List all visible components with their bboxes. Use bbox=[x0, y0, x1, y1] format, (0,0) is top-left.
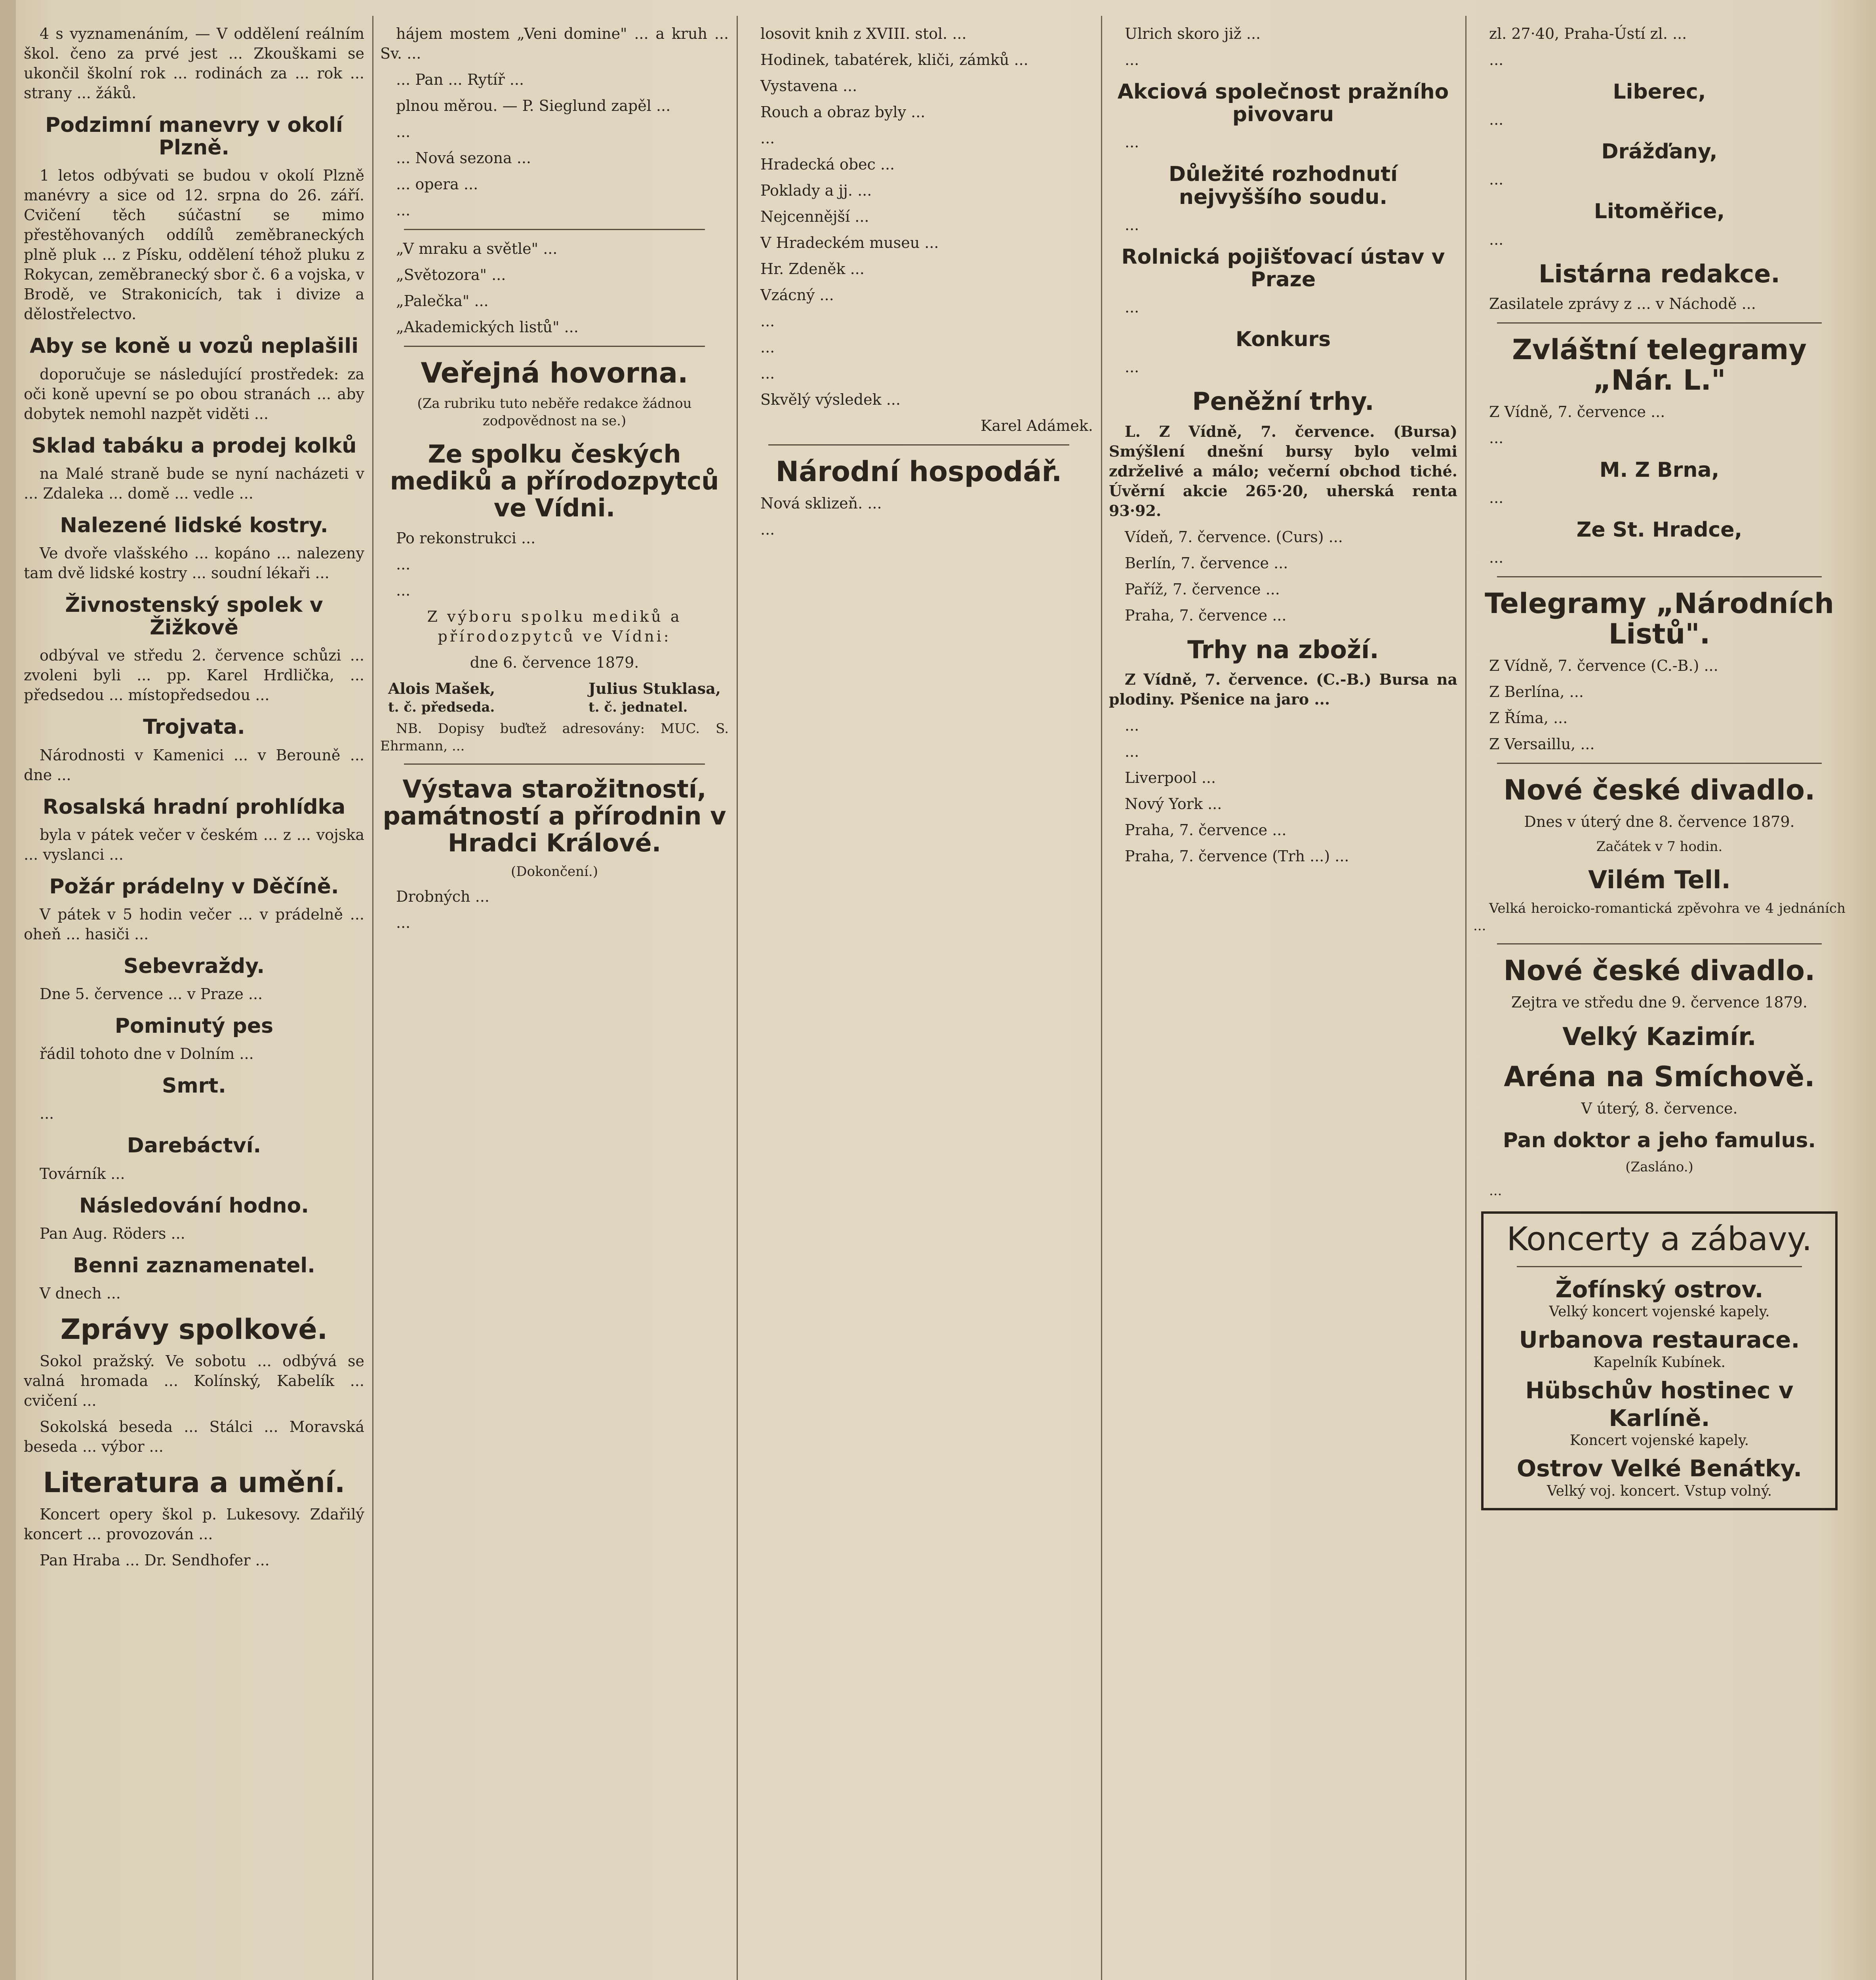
divider bbox=[404, 346, 705, 347]
article-paragraph: Nový York ... bbox=[1125, 795, 1222, 813]
headline: Důležité rozhodnutí nejvyššího soudu. bbox=[1169, 162, 1398, 209]
continuation-note: (Dokončení.) bbox=[511, 864, 598, 880]
theatre-heading: Nové české divadlo. bbox=[1503, 774, 1815, 807]
article-paragraph: řádil tohoto dne v Dolním ... bbox=[40, 1045, 254, 1063]
author-signature: Karel Adámek. bbox=[981, 417, 1093, 434]
section-heading-telegramy-nl: Telegramy „Národních Listů". bbox=[1485, 587, 1834, 651]
divider bbox=[1497, 322, 1822, 324]
article-paragraph: Vídeň, 7. července. (Curs) ... bbox=[1125, 528, 1343, 546]
article-paragraph: Skvělý výsledek ... bbox=[760, 391, 901, 408]
article-paragraph: Ulrich skoro již ... bbox=[1125, 25, 1261, 42]
article-paragraph: Hodinek, tabatérek, kliči, zámků ... bbox=[760, 51, 1028, 69]
article-paragraph: ... bbox=[760, 312, 775, 330]
section-heading-zvlastni-telegramy: Zvláštní telegramy „Nár. L." bbox=[1512, 333, 1807, 396]
venue-name: Hübschův hostinec v Karlíně. bbox=[1525, 1377, 1794, 1432]
article-paragraph: V pátek v 5 hodin večer ... v prádelně ... oheň ... hasiči ... bbox=[24, 905, 364, 943]
signature-role: t. č. předseda. bbox=[388, 699, 495, 715]
article-paragraph: Sokol pražský. Ve sobotu ... odbývá se valná hromada ... Kolínský, Kabelík ... cvičení ... bbox=[24, 1352, 364, 1409]
performance-date: Zejtra ve středu dne 9. července 1879. bbox=[1511, 994, 1807, 1011]
venue-note: Koncert vojenské kapely. bbox=[1569, 1432, 1749, 1449]
column-2 bbox=[380, 24, 729, 1980]
article-paragraph: ... bbox=[760, 521, 775, 538]
article-paragraph: byla v pátek večer v českém ... z ... vojska ... vyslanci ... bbox=[24, 826, 364, 863]
headline: Ze St. Hradce, bbox=[1576, 518, 1743, 542]
article-paragraph: V Hradeckém museu ... bbox=[760, 234, 939, 251]
performance-date: V úterý, 8. července. bbox=[1581, 1099, 1738, 1117]
headline: Sklad tabáku a prodej kolků bbox=[31, 434, 357, 458]
headline: Nalezené lidské kostry. bbox=[60, 513, 328, 537]
article-paragraph: ... bbox=[1489, 549, 1504, 567]
headline: Trojvata. bbox=[143, 715, 245, 739]
article-paragraph: ... bbox=[396, 914, 411, 932]
article-paragraph: na Malé straně bude se nyní nacházeti v ... Zdaleka ... domě ... vedle ... bbox=[24, 465, 364, 502]
article-paragraph: V dnech ... bbox=[40, 1285, 121, 1302]
article-paragraph: NB. Dopisy buďtež adresovány: MUC. S. Ehrmann, ... bbox=[380, 720, 729, 754]
venue-name: Urbanova restaurace. bbox=[1519, 1326, 1800, 1354]
article-paragraph: Z Vídně, 7. července (C.-B.) ... bbox=[1489, 657, 1718, 675]
article-paragraph: Z Versaillu, ... bbox=[1489, 735, 1595, 753]
article-paragraph: plnou měrou. — P. Sieglund zapěl ... bbox=[396, 97, 671, 114]
divider bbox=[768, 444, 1069, 446]
article-paragraph: Továrník ... bbox=[40, 1165, 125, 1182]
article-paragraph: Po rekonstrukci ... bbox=[396, 529, 536, 547]
article-paragraph: Z Vídně, 7. července. (C.-B.) Bursa na plodiny. Pšenice na jaro ... bbox=[1109, 670, 1457, 708]
divider bbox=[1497, 576, 1822, 577]
headline: Podzimní manevry v okolí Plzně. bbox=[45, 113, 343, 160]
headline: Liberec, bbox=[1613, 80, 1706, 104]
article-paragraph: ... bbox=[1125, 216, 1139, 234]
article-paragraph: Poklady a jj. ... bbox=[760, 182, 872, 199]
headline: Smrt. bbox=[162, 1074, 226, 1098]
performance-start: Začátek v 7 hodin. bbox=[1596, 839, 1723, 855]
divider bbox=[1497, 943, 1822, 944]
play-title: Vilém Tell. bbox=[1588, 865, 1731, 895]
headline: Pominutý pes bbox=[114, 1014, 274, 1038]
venue-note: Kapelník Kubínek. bbox=[1593, 1354, 1726, 1371]
venue-note: Velký voj. koncert. Vstup volný. bbox=[1547, 1483, 1772, 1499]
article-paragraph: Pan Hraba ... Dr. Sendhofer ... bbox=[40, 1552, 270, 1569]
article-paragraph: Národnosti v Kamenici ... v Berouně ... dne ... bbox=[24, 746, 364, 784]
section-heading-narodni-hospodar: Národní hospodář. bbox=[775, 455, 1062, 488]
article-paragraph: ... bbox=[396, 123, 411, 141]
column-rule bbox=[1465, 16, 1467, 1980]
zaslano-label: (Zasláno.) bbox=[1625, 1159, 1693, 1175]
signature-right bbox=[589, 679, 721, 716]
article-paragraph: ... Pan ... Rytíř ... bbox=[396, 71, 524, 88]
article-paragraph: ... bbox=[396, 202, 411, 219]
article-paragraph: Hradecká obec ... bbox=[760, 156, 895, 173]
column-rule bbox=[372, 16, 373, 1980]
section-heading-literatura: Literatura a umění. bbox=[43, 1466, 345, 1499]
concerts-box bbox=[1481, 1211, 1838, 1510]
date-line: dne 6. července 1879. bbox=[470, 653, 639, 671]
article-paragraph: ... bbox=[760, 129, 775, 147]
signature-role: t. č. jednatel. bbox=[589, 699, 688, 715]
article-paragraph: Vystavena ... bbox=[760, 77, 857, 95]
article-paragraph: „Palečka" ... bbox=[396, 292, 489, 310]
column-4 bbox=[1109, 24, 1457, 1980]
section-heading-listarna: Listárna redakce. bbox=[1539, 259, 1780, 288]
headline: Litoměřice, bbox=[1594, 200, 1725, 224]
column-5 bbox=[1473, 24, 1846, 1980]
article-paragraph: Drobných ... bbox=[396, 888, 489, 906]
article-paragraph: „Světozora" ... bbox=[396, 266, 506, 284]
article-paragraph: ... bbox=[1489, 429, 1504, 447]
headline: Darebáctví. bbox=[127, 1134, 261, 1158]
article-paragraph: ... bbox=[1125, 358, 1139, 376]
signature-left bbox=[388, 679, 495, 716]
divider bbox=[1497, 763, 1822, 764]
article-paragraph: ... bbox=[760, 339, 775, 356]
theatre-heading: Nové české divadlo. bbox=[1503, 954, 1815, 987]
article-paragraph: ... bbox=[1489, 230, 1504, 248]
section-heading-penezni-trhy: Peněžní trhy. bbox=[1192, 387, 1374, 416]
section-heading-verejna-hovorna: Veřejná hovorna. bbox=[421, 357, 688, 389]
article-paragraph: ... bbox=[1125, 299, 1139, 316]
article-paragraph: ... bbox=[1125, 133, 1139, 151]
theatre-heading: Aréna na Smíchově. bbox=[1504, 1060, 1815, 1093]
signature-name: Julius Stuklasa, bbox=[589, 679, 721, 697]
headline: Ze spolku českých mediků a přírodozpytců ve Vídni. bbox=[390, 440, 719, 523]
article-paragraph: doporučuje se následující prostředek: za oči koně upevní se po obou stranách ... aby dobytek nemohl nazpět viděti ... bbox=[24, 365, 364, 423]
article-paragraph: hájem mostem „Veni domine" ... a kruh ... Sv. ... bbox=[380, 25, 729, 62]
signatures bbox=[388, 679, 721, 716]
article-paragraph: Z Říma, ... bbox=[1489, 709, 1568, 727]
column-rule bbox=[737, 16, 738, 1980]
headline: Rolnická pojišťovací ústav v Praze bbox=[1121, 245, 1445, 291]
article-paragraph: zl. 27·40, Praha-Ústí zl. ... bbox=[1489, 25, 1687, 42]
article-paragraph: ... bbox=[1125, 742, 1139, 760]
article-paragraph: Nejcennější ... bbox=[760, 208, 869, 225]
headline: Výstava starožitností, památností a přírodnin v Hradci Králové. bbox=[383, 774, 726, 857]
article-paragraph: Pan Aug. Röders ... bbox=[40, 1224, 185, 1242]
article-paragraph: ... bbox=[1489, 51, 1504, 69]
article-paragraph: Dne 5. července ... v Praze ... bbox=[40, 985, 263, 1003]
article-paragraph: Liverpool ... bbox=[1125, 769, 1216, 786]
article-paragraph: Paříž, 7. července ... bbox=[1125, 580, 1280, 598]
divider bbox=[404, 763, 705, 765]
article-paragraph: ... bbox=[1489, 1182, 1502, 1199]
concerts-title: Koncerty a zábavy. bbox=[1507, 1220, 1812, 1258]
headline: Aby se koně u vozů neplašili bbox=[29, 334, 359, 358]
column-3 bbox=[745, 24, 1093, 1980]
article-paragraph: Z Vídně, 7. července ... bbox=[1489, 403, 1665, 421]
article-paragraph: Praha, 7. července ... bbox=[1125, 821, 1287, 839]
signature-name: Alois Mašek, bbox=[388, 679, 495, 697]
play-title: Velký Kazimír. bbox=[1562, 1022, 1756, 1051]
article-paragraph: ... bbox=[396, 555, 411, 573]
column-rule bbox=[1101, 16, 1102, 1980]
article-paragraph: Nová sklizeň. ... bbox=[760, 495, 882, 512]
article-paragraph: losovit knih z XVIII. stol. ... bbox=[760, 25, 967, 42]
article-paragraph: 4 s vyznamenáním, — V oddělení reálním škol. čeno za prvé jest ... Zkouškami se ukončil školní rok ... rodinách za ... rok ... strany ... žáků. bbox=[24, 25, 364, 102]
venue-note: Velký koncert vojenské kapely. bbox=[1549, 1304, 1770, 1320]
article-paragraph: ... bbox=[1489, 489, 1504, 506]
article-paragraph: 1 letos odbývati se budou v okolí Plzně manévry a sice od 12. srpna do 26. září. Cvičení těch súčastní se mimo přestěhovaných oddílů zeměbraneckých plně pluk ... z Písku, oddělení téhož pluku z Rokycan, zeměbranecký sbor č. 6 a vojska, v Brodě, ve Strakonicích, tak i divize a dělostřelectvo. bbox=[24, 167, 364, 323]
headline: Následování hodno. bbox=[79, 1194, 309, 1218]
article-paragraph: ... bbox=[1489, 171, 1504, 188]
article-paragraph: „Akademických listů" ... bbox=[396, 318, 579, 336]
article-paragraph: L. Z Vídně, 7. července. (Bursa) Smýšlení dnešní bursy bylo velmi zdrželivé a málo; večerní obchod tiché. Úvěrní akcie 265·20, uherská renta 93·92. bbox=[1109, 422, 1457, 520]
article-paragraph: Zasilatele zprávy z ... v Náchodě ... bbox=[1489, 295, 1756, 312]
divider bbox=[1517, 1266, 1802, 1267]
headline: Konkurs bbox=[1235, 327, 1331, 352]
headline: Rosalská hradní prohlídka bbox=[42, 795, 346, 819]
article-paragraph: ... bbox=[760, 365, 775, 382]
headline: Akciová společnost pražního pivovaru bbox=[1117, 80, 1449, 127]
rubric-note: (Za rubriku tuto neběře redakce žádnou zodpovědnost na se.) bbox=[417, 396, 692, 429]
headline: Benni zaznamenatel. bbox=[73, 1253, 315, 1277]
article-paragraph: Hr. Zdeněk ... bbox=[760, 260, 865, 278]
headline: Požár prádelny v Děčíně. bbox=[49, 874, 339, 899]
section-heading-zpravy-spolkove: Zprávy spolkové. bbox=[60, 1313, 328, 1346]
column-1 bbox=[24, 24, 364, 1980]
article-paragraph: Velká heroicko-romantická zpěvohra ve 4 jednáních ... bbox=[1473, 901, 1846, 934]
article-paragraph: ... bbox=[40, 1105, 54, 1123]
article-paragraph: ... bbox=[1125, 51, 1139, 69]
page-edge bbox=[0, 0, 16, 1980]
performance-date: Dnes v úterý dne 8. července 1879. bbox=[1524, 813, 1795, 831]
article-paragraph: ... bbox=[1489, 111, 1504, 129]
venue-name: Ostrov Velké Benátky. bbox=[1516, 1455, 1802, 1482]
headline: Sebevraždy. bbox=[123, 954, 265, 978]
play-title: Pan doktor a jeho famulus. bbox=[1503, 1128, 1816, 1152]
article-paragraph: Berlín, 7. července ... bbox=[1125, 554, 1288, 572]
section-heading-trhy-na-zbozi: Trhy na zboží. bbox=[1187, 635, 1379, 664]
article-paragraph: odbýval ve středu 2. července schůzi ... zvoleni byli ... pp. Karel Hrdlička, ... předsedou ... místopředsedou ... bbox=[24, 647, 364, 704]
committee-line: Z výboru spolku mediků a přírodozpytců ve Vídni: bbox=[427, 607, 682, 645]
article-paragraph: Vzácný ... bbox=[760, 286, 834, 304]
article-paragraph: ... opera ... bbox=[396, 175, 478, 193]
article-paragraph: Sokolská beseda ... Stálci ... Moravská beseda ... výbor ... bbox=[24, 1418, 364, 1455]
article-paragraph: Rouch a obraz byly ... bbox=[760, 103, 926, 121]
article-paragraph: ... bbox=[396, 581, 411, 599]
article-paragraph: ... Nová sezona ... bbox=[396, 149, 531, 167]
headline: Živnostenský spolek v Žižkově bbox=[65, 593, 323, 640]
article-paragraph: ... bbox=[1125, 716, 1139, 734]
article-paragraph: Koncert opery škol p. Lukesovy. Zdařilý koncert ... provozován ... bbox=[24, 1506, 364, 1543]
article-paragraph: Z Berlína, ... bbox=[1489, 683, 1584, 701]
headline: M. Z Brna, bbox=[1599, 458, 1720, 482]
article-paragraph: Praha, 7. července (Trh ...) ... bbox=[1125, 847, 1349, 865]
article-paragraph: Praha, 7. července ... bbox=[1125, 606, 1287, 624]
venue-name: Žofínský ostrov. bbox=[1555, 1276, 1764, 1303]
headline: Drážďany, bbox=[1601, 140, 1718, 164]
article-paragraph: „V mraku a světle" ... bbox=[396, 240, 558, 257]
article-paragraph: Ve dvoře vlašského ... kopáno ... nalezeny tam dvě lidské kostry ... soudní lékaři ... bbox=[24, 544, 364, 582]
divider bbox=[404, 229, 705, 230]
